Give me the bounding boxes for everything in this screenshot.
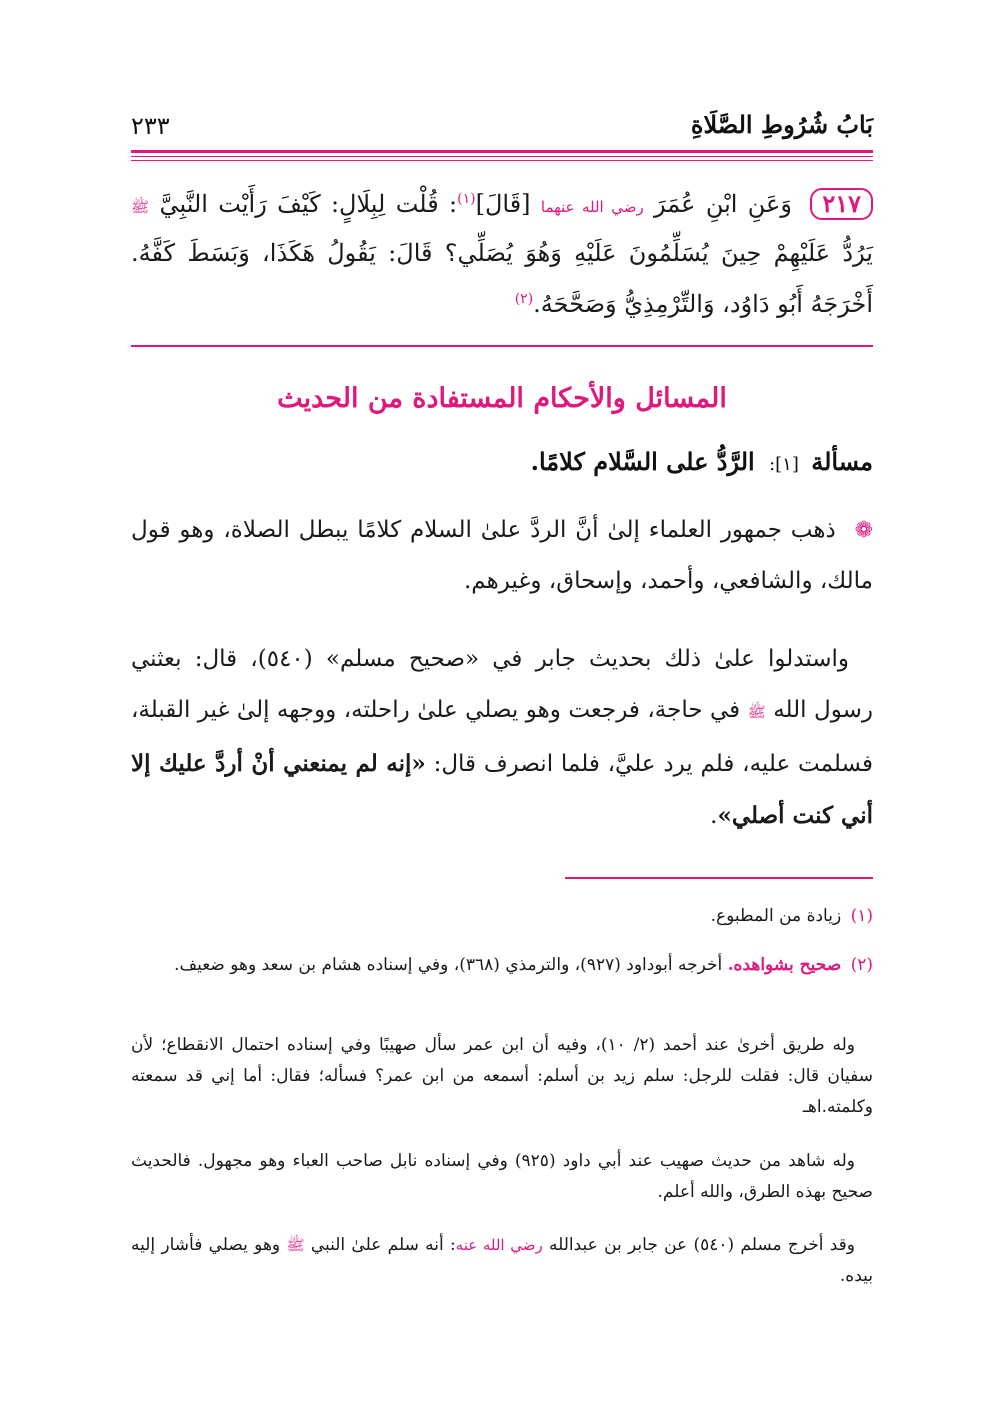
hadith-part-4: يَرُدُّ عَلَيْهِمْ حِينَ يُسَلِّمُونَ عَلَيْهِ وَهُوَ يُصَلِّي؟ قَالَ: يَقُولُ هَكَذَا، وَبَسَطَ كَفَّهُ. أَخْرَجَهُ أَبُو دَاوُد، وَالتِّرْمِذِيُّ وَصَحَّحَهُ. — [131, 239, 873, 318]
footnote-2-para-4-part-2: : أنه سلم علىٰ النبي — [310, 1235, 456, 1255]
hadith-part-3: : قُلْت لِبِلَالٍ: كَيْفَ رَأَيْت النَّبِيَّ — [159, 190, 458, 218]
footnote-2-number: (٢) — [850, 955, 873, 975]
hadith-text — [131, 176, 873, 327]
page-number: ٢٣٣ — [131, 112, 170, 140]
section-title: المسائل والأحكام المستفادة من الحديث — [277, 383, 727, 414]
issue-number: [١]: — [769, 454, 799, 475]
footnote-1-text: زيادة من المطبوع. — [710, 906, 842, 926]
footnote-2 — [131, 950, 873, 981]
running-header — [131, 108, 873, 148]
radiy-allah-anhuma-glyph: رضي الله عنهما — [540, 198, 644, 216]
footnote-2-para-2: وله طريق أخرىٰ عند أحمد (٢/ ١٠)، وفيه أن ابن عمر سأل صهيبًا وفي إسناده احتمال الانقطاع؛ لأن سفيان قال: فقلت للرجل: سلم زيد بن أسلم: أسمعه من ابن عمر؟ فسأله؛ فقال: أما إني قد سمعته وكلمته.اهـ — [131, 1035, 873, 1117]
footnote-ref-1[interactable]: (١) — [457, 191, 476, 207]
chapter-title: بَابُ شُرُوطِ الصَّلَاةِ — [690, 110, 873, 139]
footnote-2-text: أخرجه أبوداود (٩٢٧)، والترمذي (٣٦٨)، وفي إسناده هشام بن سعد وهو ضعيف. — [174, 955, 723, 975]
prophet-quote: «إنه لم يمنعني أنْ أردَّ عليك إلا أني كنت أصلي» — [131, 750, 873, 829]
header-rule-thin-2 — [131, 160, 873, 161]
salla-allah-glyph-3: ﷺ — [286, 1236, 305, 1254]
issue-heading — [131, 447, 873, 476]
paragraph-2 — [131, 634, 873, 842]
paragraph-2-end: . — [710, 803, 718, 829]
hadith-number-badge: ٢١٧ — [810, 188, 873, 220]
footnote-ref-2[interactable]: (٢) — [514, 291, 534, 307]
paragraph-1-text: ذهب جمهور العلماء إلىٰ أنَّ الردَّ علىٰ السلام كلامًا يبطل الصلاة، وهو قول مالك، والشافعي، وأحمد، وإسحاق، وغيرهم. — [131, 517, 873, 594]
footnote-2-para-4-part-1: وقد أخرج مسلم (٥٤٠) عن جابر بن عبدالله — [548, 1235, 856, 1255]
header-rule-thin-1 — [131, 156, 873, 157]
salla-allah-glyph-2: ﷺ — [747, 703, 766, 721]
paragraph-2-part-2: في حاجة، فرجعت وهو يصلي علىٰ راحلته، ووجهه إلىٰ غير القبلة، فسلمت عليه، فلم يرد عليَّ، فلما انصرف قال: — [131, 697, 873, 777]
footnote-2-para-4 — [131, 1230, 873, 1292]
issue-label: مسألة — [811, 447, 873, 476]
footnote-separator — [565, 877, 873, 879]
hadith-bottom-rule — [131, 345, 873, 347]
hadith-part-1: وَعَنِ ابْنِ عُمَرَ — [654, 190, 792, 218]
footnote-2-grade: صحيح بشواهده. — [727, 955, 842, 975]
paragraph-1 — [131, 505, 873, 607]
salla-allah-glyph: ﷺ — [131, 198, 150, 216]
paragraph-2-part-1: واستدلوا علىٰ ذلك بحديث جابر في «صحيح مسلم» (٥٤٠)، قال: بعثني رسول الله — [131, 646, 873, 723]
footnote-1 — [131, 901, 873, 932]
issue-title: الرَّدُّ على السَّلام كلامًا. — [530, 447, 755, 476]
footnote-1-number: (١) — [850, 906, 873, 926]
radiy-allah-anhu-glyph: رضي الله عنه — [455, 1236, 543, 1254]
footnote-2-para-4-part-3: وهو يصلي فأشار إليه بيده. — [131, 1235, 873, 1286]
footnote-2-para-3: وله شاهد من حديث صهيب عند أبي داود (٩٢٥) وفي إسناده نابل صاحب العباء وهو مجهول. فالحديث صحيح بهذه الطرق، والله أعلم. — [131, 1151, 873, 1202]
flower-ornament-icon: ❁ — [854, 518, 874, 543]
hadith-part-2: [قَالَ] — [475, 190, 531, 218]
header-rule-thick — [131, 150, 873, 153]
